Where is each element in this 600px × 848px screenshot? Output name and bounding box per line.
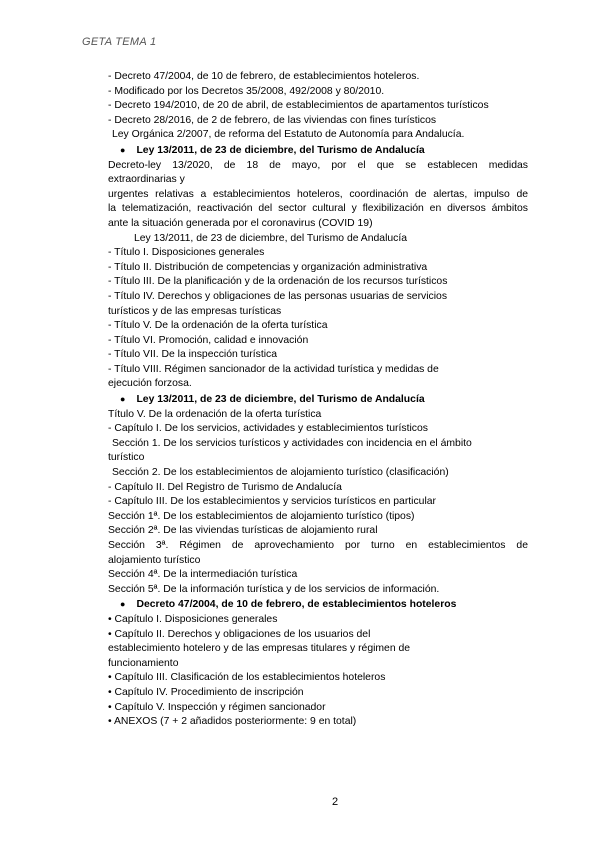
text-line: Sección 4ª. De la intermediación turística (108, 569, 298, 581)
text-line: - Decreto 194/2010, de 20 de abril, de establecimientos de apartamentos turísticos (108, 100, 489, 112)
text-line: Sección 3ª. Régimen de aprovechamiento por turno en establecimientos de (108, 540, 528, 551)
text-line: ejecución forzosa. (108, 378, 192, 390)
text-line: Sección 2. De los establecimientos de alojamiento turístico (clasificación) (112, 467, 449, 479)
text-line: Sección 5ª. De la información turística y de los servicios de información. (108, 583, 440, 595)
text-line: - Título V. De la ordenación de la oferta turística (108, 320, 328, 332)
text-line: - Capítulo II. Del Registro de Turismo de Andalucía (108, 481, 342, 493)
text-line: - Título II. Distribución de competencias y organización administrativa (108, 261, 428, 273)
text-line: - Decreto 28/2016, de 2 de febrero, de las viviendas con fines turísticos (108, 114, 437, 126)
text-line: - Título VI. Promoción, calidad e innovación (108, 334, 309, 346)
text-line: • Capítulo IV. Procedimiento de inscripción (108, 686, 304, 698)
text-line: - Capítulo I. De los servicios, actividades y establecimientos turísticos (108, 423, 428, 435)
document-body (108, 70, 528, 730)
text-line: - Decreto 47/2004, de 10 de febrero, de establecimientos hoteleros. (108, 71, 420, 82)
text-line: la telematización, reactivación del sector cultural y flexibilización en diversos ámbitos (108, 203, 528, 215)
text-line: - Modificado por los Decretos 35/2008, 492/2008 y 80/2010. (108, 85, 385, 97)
text-line: funcionamiento (108, 657, 179, 669)
text-line: - Título III. De la planificación y de la ordenación de los recursos turísticos (108, 276, 448, 288)
text-line: urgentes relativas a establecimientos hoteleros, coordinación de alertas, impulso de (108, 188, 528, 200)
text-line: Sección 2ª. De las viviendas turísticas de alojamiento rural (108, 525, 378, 537)
text-line: • Capítulo III. Clasificación de los establecimientos hoteleros (108, 672, 386, 684)
page-header: GETA TEMA 1 (82, 36, 157, 48)
text-line: Sección 1. De los servicios turísticos y actividades con incidencia en el ámbito (112, 437, 472, 449)
text-line: Ley Orgánica 2/2007, de reforma del Estatuto de Autonomía para Andalucía. (112, 129, 465, 141)
bullet-heading: ● Ley 13/2011, de 23 de diciembre, del Turismo de Andalucía (108, 143, 528, 159)
text-line: Ley 13/2011, de 23 de diciembre, del Turismo de Andalucía (134, 232, 408, 244)
bullet-heading: ● Decreto 47/2004, de 10 de febrero, de establecimientos hoteleros (108, 597, 528, 613)
text-line: - Capítulo III. De los establecimientos y servicios turísticos en particular (108, 496, 437, 508)
text-line: Decreto-ley 13/2020, de 18 de mayo, por el que se establecen medidas (108, 159, 528, 171)
text-line: - Título VII. De la inspección turística (108, 349, 278, 361)
text-line: turísticos y de las empresas turísticas (108, 305, 282, 317)
text-line: Título V. De la ordenación de la oferta turística (108, 408, 322, 420)
text-line: extraordinarias y (108, 174, 185, 186)
page-number: 2 (331, 796, 339, 808)
bullet-heading: ● Ley 13/2011, de 23 de diciembre, del Turismo de Andalucía (108, 392, 528, 408)
text-line: Sección 1ª. De los establecimientos de alojamiento turístico (tipos) (108, 510, 415, 522)
text-line: - Título IV. Derechos y obligaciones de las personas usuarias de servicios (108, 290, 448, 302)
text-line: turístico (108, 452, 145, 464)
text-line: alojamiento turístico (108, 554, 201, 566)
text-line: • Capítulo II. Derechos y obligaciones de los usuarios del (108, 628, 371, 640)
text-line: - Título VIII. Régimen sancionador de la actividad turística y medidas de (108, 363, 439, 375)
text-line: • Capítulo V. Inspección y régimen sancionador (108, 701, 326, 713)
text-line: - Título I. Disposiciones generales (108, 247, 265, 259)
text-line: • Capítulo I. Disposiciones generales (108, 613, 278, 625)
text-line: establecimiento hotelero y de las empresas titulares y régimen de (108, 643, 411, 655)
text-line: ante la situación generada por el coronavirus (COVID 19) (108, 217, 373, 229)
text-line: • ANEXOS (7 + 2 añadidos posteriormente: 9 en total) (108, 716, 357, 728)
